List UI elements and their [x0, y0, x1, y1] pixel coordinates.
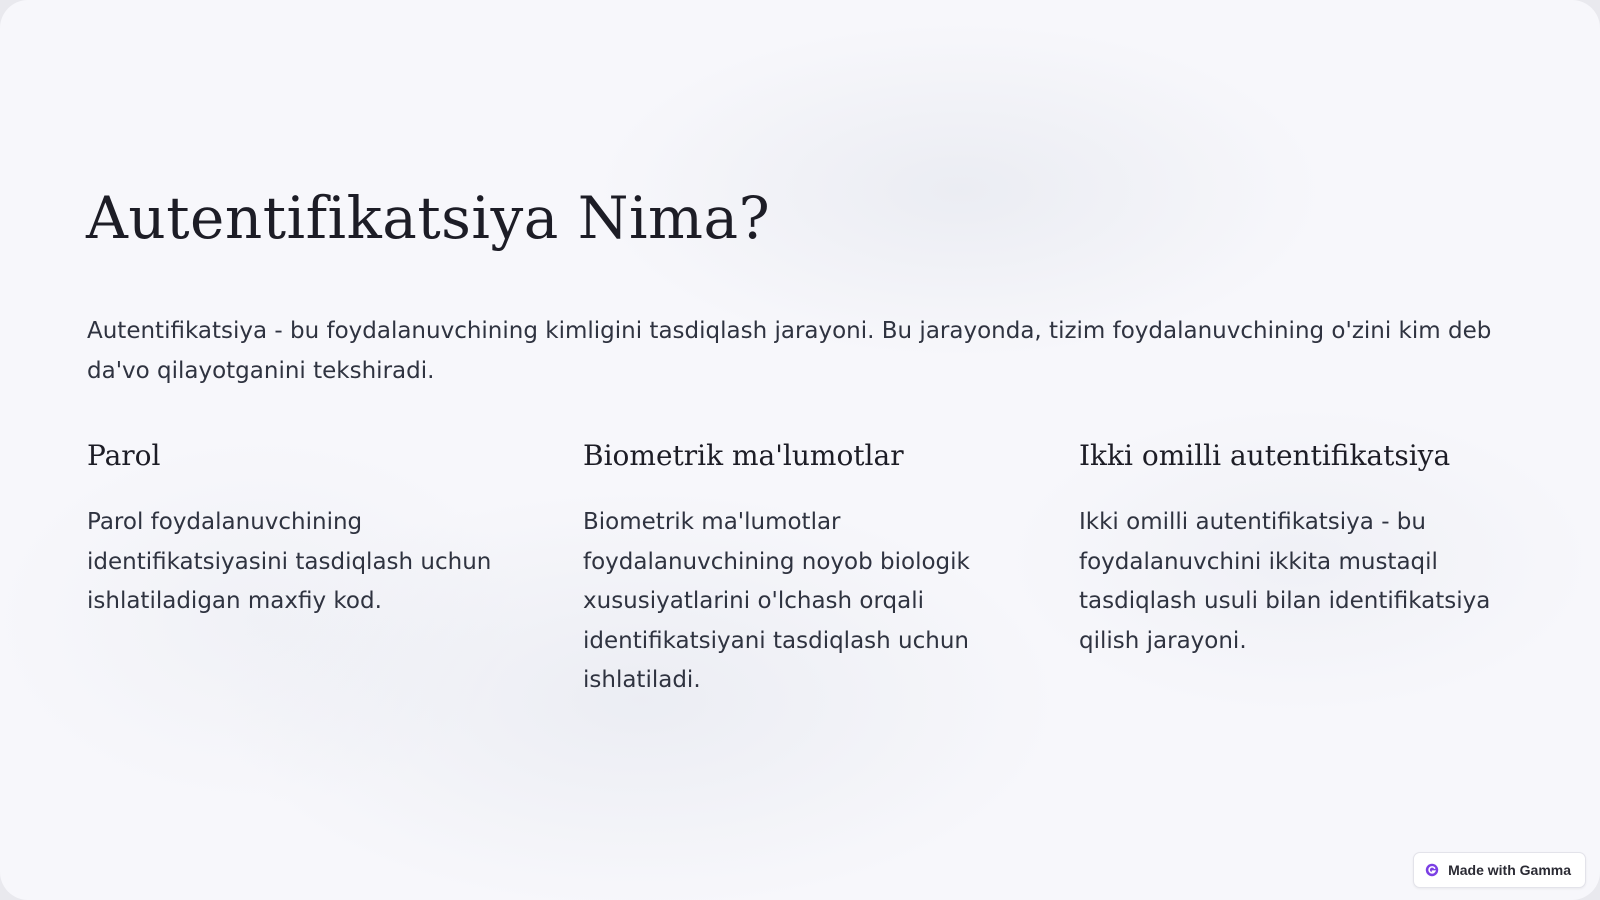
column-parol: [87, 436, 583, 701]
slide-title: Autentifikatsiya Nima?: [86, 184, 771, 252]
badge-label: Made with Gamma: [1448, 862, 1571, 878]
intro-paragraph: Autentifikatsiya - bu foydalanuvchining kimligini tasdiqlash jarayoni. Bu jarayonda, tizim foydalanuvchining o'zini kim deb da'vo qilayotganini tekshiradi.: [87, 318, 1492, 384]
column-ikki-omilli: [1079, 436, 1527, 701]
column-text: Biometrik ma'lumotlar foydalanuvchining noyob biologik xususiyatlarini o'lchash orqali identifikatsiyani tasdiqlash uchun ishlatiladi.: [583, 509, 970, 693]
feature-columns: [87, 436, 1527, 701]
column-heading: Parol: [87, 439, 161, 472]
column-heading: Ikki omilli autentifikatsiya: [1079, 439, 1451, 472]
column-text: Parol foydalanuvchining identifikatsiyasini tasdiqlash uchun ishlatiladigan maxfiy kod.: [87, 509, 492, 614]
gamma-logo-icon: [1424, 862, 1440, 878]
column-biometrik: [583, 436, 1079, 701]
column-heading: Biometrik ma'lumotlar: [583, 439, 904, 472]
column-text: Ikki omilli autentifikatsiya - bu foydalanuvchini ikkita mustaqil tasdiqlash usuli bilan identifikatsiya qilish jarayoni.: [1079, 509, 1491, 654]
made-with-gamma-badge[interactable]: [1413, 852, 1586, 888]
